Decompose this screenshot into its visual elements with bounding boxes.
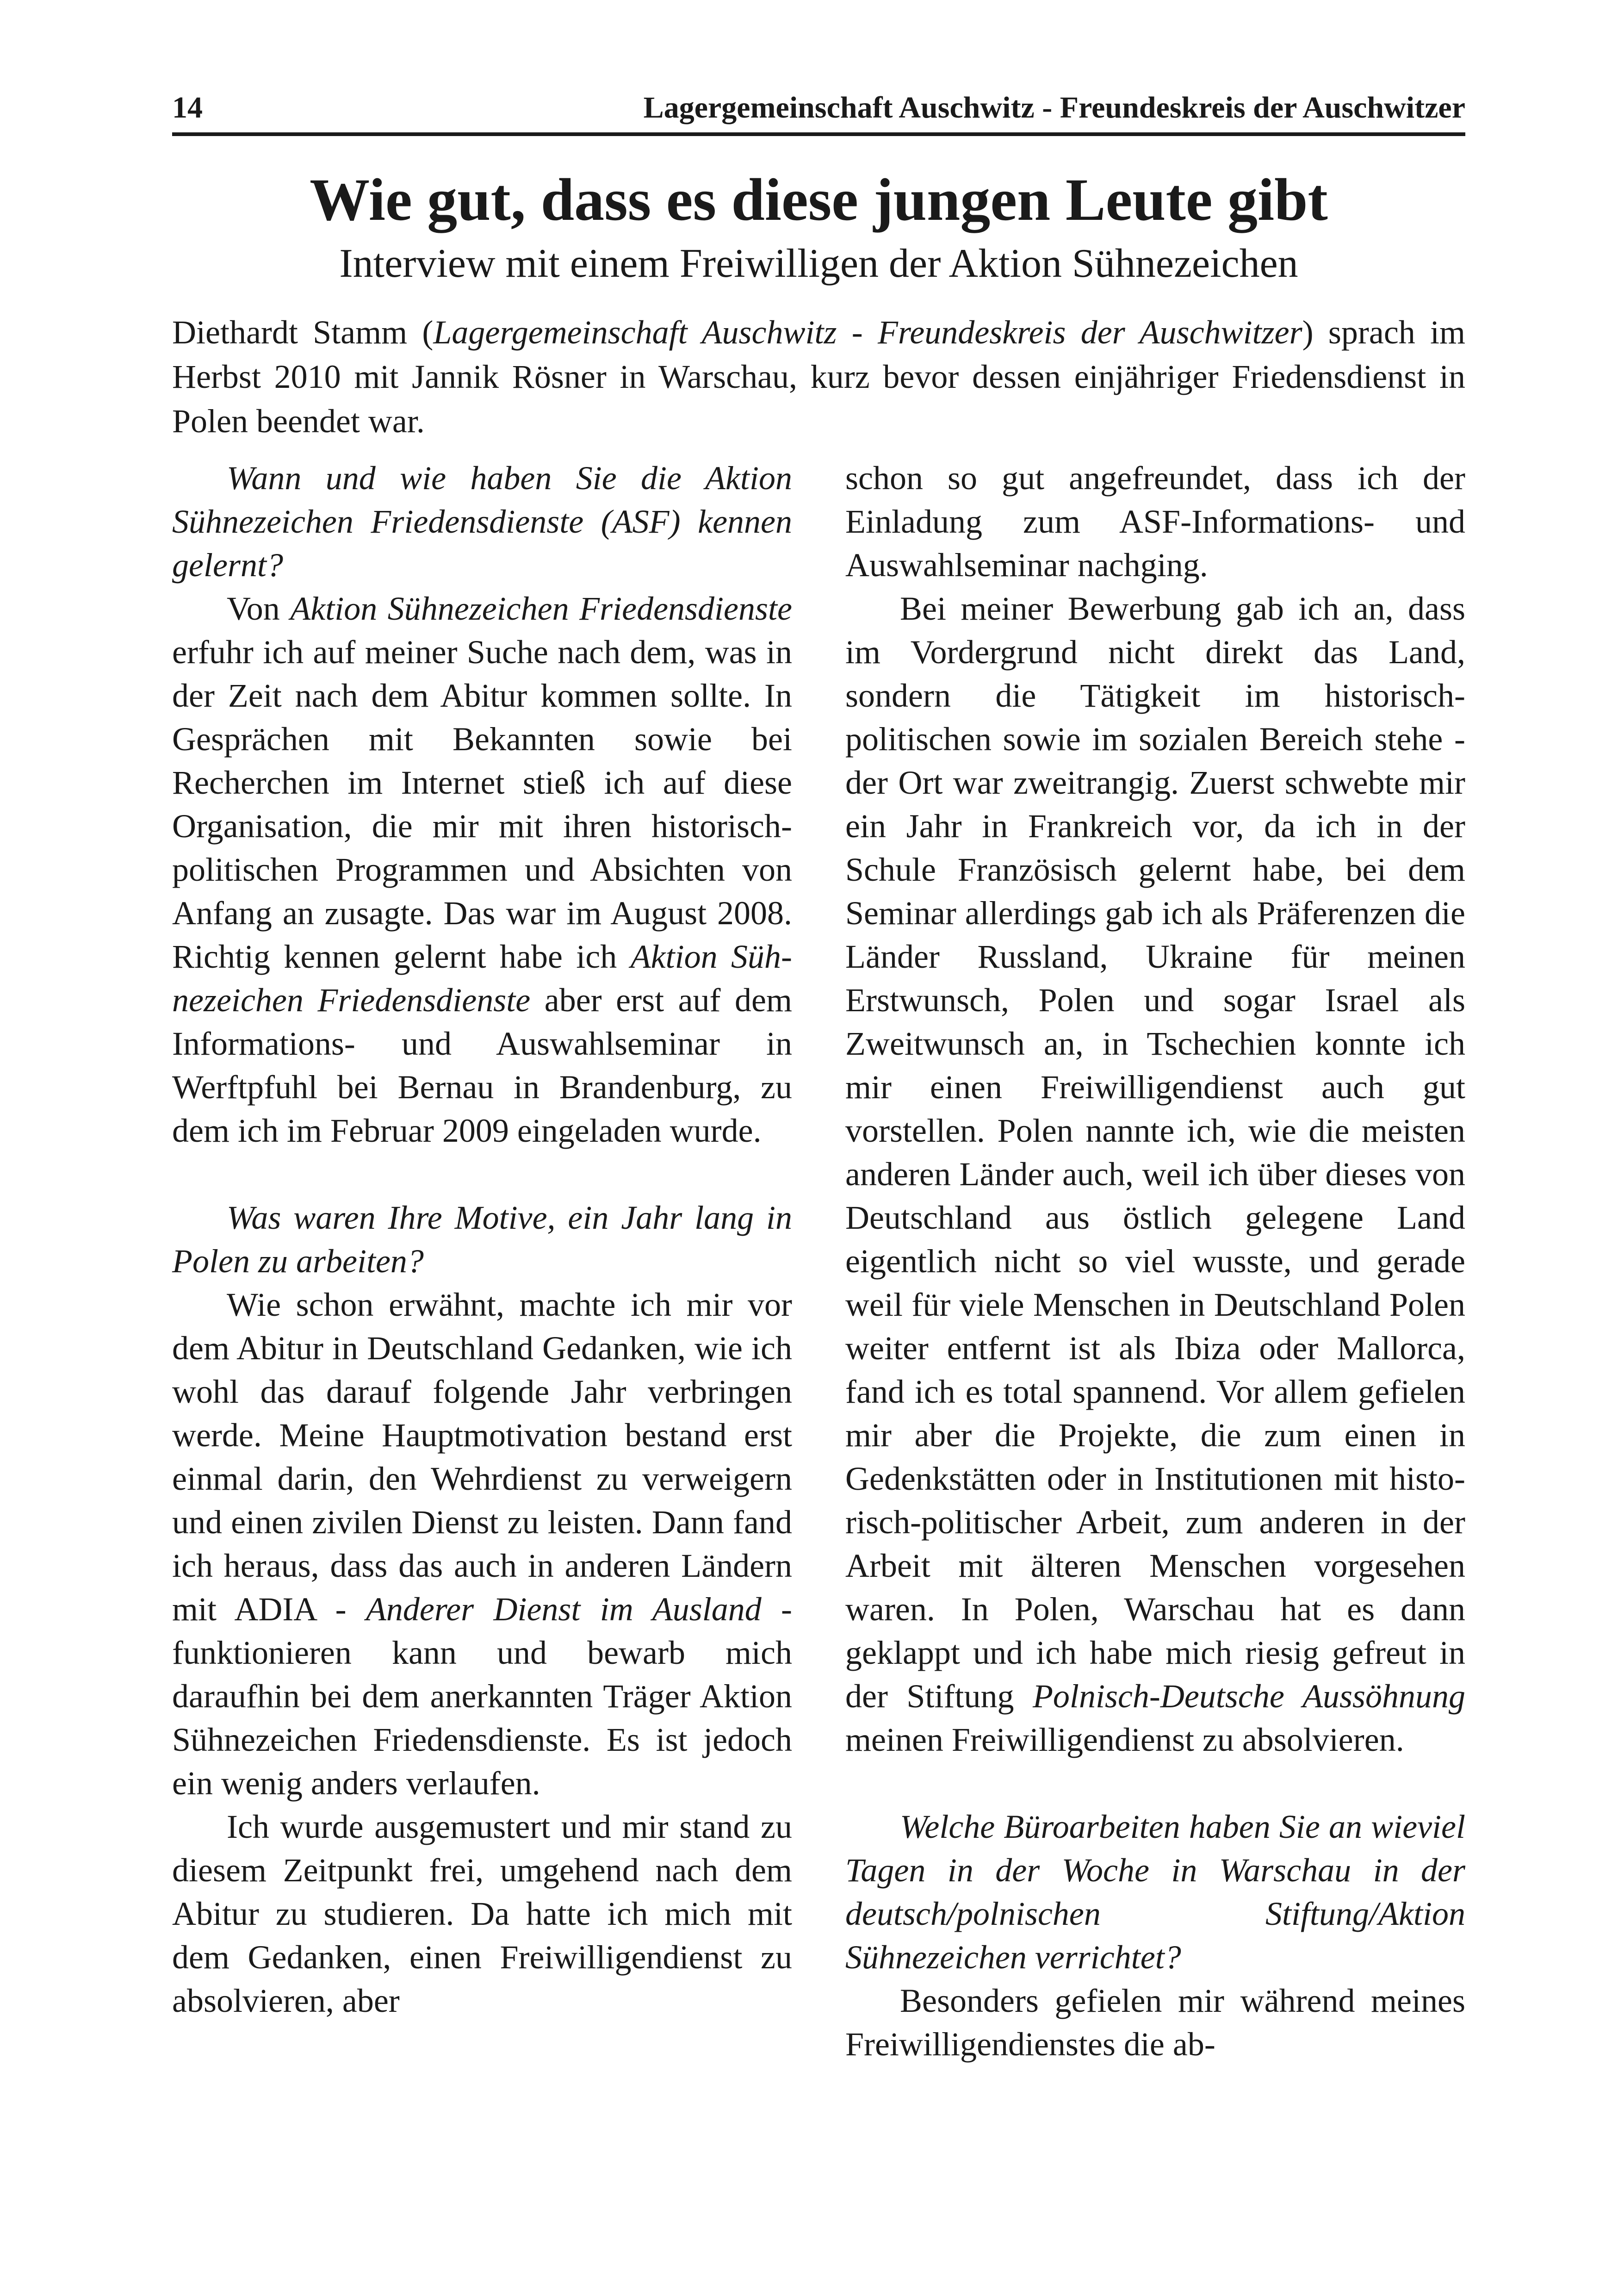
answer-text: Von	[227, 590, 291, 628]
answer-text: Wie schon erwähnt, machte ich mir vor dem Abitur in Deutschland Gedanken, wie ich wohl das darauf folgende Jahr verbringen werde. Meine Hauptmotivation bestand erst einmal darin, den Wehrdienst zu verweigern und einen zivilen Dienst zu leisten. Dann fand ich heraus, dass das auch in anderen Ländern mit ADIA -	[172, 1286, 792, 1628]
answer-text: meinen Freiwilligendienst zu absolvieren.	[845, 1721, 1404, 1759]
intro-text: Diethardt Stamm (	[172, 314, 434, 351]
answer-text: aber erst auf dem Informations- und Auswahlseminar in Werftpfuhl bei Bernau in Brandenburg, zu dem ich im Februar 2009 eingeladen wurde.	[172, 982, 792, 1150]
answer-emphasis: Aktion Sühnezeichen Friedensdienste	[290, 590, 792, 628]
question-2: Was waren Ihre Motive, ein Jahr lang in Polen zu arbeiten?	[172, 1199, 792, 1280]
answer-1	[172, 587, 792, 1152]
article-title: Wie gut, dass es diese jungen Leute gibt	[310, 167, 1328, 233]
answer-3: Ich wurde ausgemustert und mir stand zu diesem Zeitpunkt frei, umgehend nach dem Abitur zu studieren. Da hatte ich mich mit dem Gedanken, einen Freiwilligendienst zu absolvieren, aber	[172, 1808, 792, 2020]
right-column	[845, 456, 1465, 2066]
answer-emphasis: Polnisch-Deutsche Aussöhnung	[1032, 1678, 1465, 1715]
article-subtitle: Interview mit einem Freiwilligen der Aktion Sühnezeichen	[339, 241, 1298, 286]
answer-emphasis: Aktion Sühnezeichen Friedensdienste	[172, 938, 792, 1019]
answer-text: - funktionieren kann und bewarb mich daraufhin bei dem anerkannten Träger Aktion Sühnezeichen Friedensdienste. Es ist jedoch ein wenig anders verlaufen.	[172, 1591, 792, 1802]
answer-continuation: schon so gut angefreundet, dass ich der Einladung zum ASF-Informations- und Auswahlseminar nachging.	[845, 460, 1465, 584]
left-column	[172, 456, 792, 2066]
answer-emphasis: Anderer Dienst im Ausland	[366, 1591, 762, 1628]
intro-paragraph	[172, 310, 1465, 443]
document-page	[172, 93, 1465, 2221]
article-body	[172, 456, 1465, 2066]
article-intro	[172, 310, 1465, 443]
publication-name: Lagergemeinschaft Auschwitz - Freundeskreis der Auschwitzer	[643, 91, 1465, 124]
question-1: Wann und wie haben Sie die Aktion Sühnezeichen Friedensdienste (ASF) kennen gelernt?	[172, 460, 792, 584]
answer-2	[172, 1283, 792, 1805]
answer-5: Besonders gefielen mir während meines Freiwilligendienstes die ab-	[845, 1982, 1465, 2063]
running-header	[172, 93, 1465, 136]
answer-text: erfuhr ich auf meiner Suche nach dem, was in der Zeit nach dem Abitur kommen sollte. In Gesprächen mit Bekannten sowie bei Recherchen im Internet stieß ich auf diese Organisation, die mir mit ihren historisch-politischen Programmen und Absichten von Anfang an zusagte. Das war im August 2008. Richtig kennen gelernt habe ich	[172, 634, 792, 976]
answer-4	[845, 587, 1465, 1761]
answer-text: Bei meiner Bewerbung gab ich an, dass im Vordergrund nicht direkt das Land, sondern die Tätigkeit im historisch-politischen sowie im sozialen Bereich stehe - der Ort war zweitrangig. Zuerst schwebte mir ein Jahr in Frankreich vor, da ich in der Schule Französisch gelernt habe, bei dem Seminar allerdings gab ich als Präferenzen die Länder Russland, Ukraine für meinen Erstwunsch, Polen und sogar Israel als Zweitwunsch an, in Tschechien konnte ich mir einen Freiwilligendienst auch gut vorstellen. Polen nannte ich, wie die meisten anderen Länder auch, weil ich über dieses von Deutschland aus östlich gelegene Land eigentlich nicht so viel wusste, und gerade weil für viele Menschen in Deutschland Polen weiter entfernt ist als Ibiza oder Mallorca, fand ich es total spannend. Vor allem gefielen mir aber die Projekte, die zum einen in Gedenkstätten oder in Institutionen mit historisch-politischer Arbeit, zum anderen in der Arbeit mit älteren Menschen vorgesehen waren. In Polen, Warschau hat es dann geklappt und ich habe mich riesig gefreut in der Stiftung	[845, 590, 1465, 1715]
page-number: 14	[172, 91, 203, 124]
question-3: Welche Büroarbeiten haben Sie an wieviel Tagen in der Woche in Warschau in der deutsch/polnischen Stiftung/Aktion Sühnezeichen verrichtet?	[845, 1808, 1465, 1976]
intro-text: ) sprach im Herbst 2010 mit Jannik Rösner in Warschau, kurz bevor dessen einjähriger Friedensdienst in Polen beendet war.	[172, 314, 1466, 440]
intro-organization: Lagergemeinschaft Auschwitz - Freundeskreis der Auschwitzer	[433, 314, 1302, 351]
